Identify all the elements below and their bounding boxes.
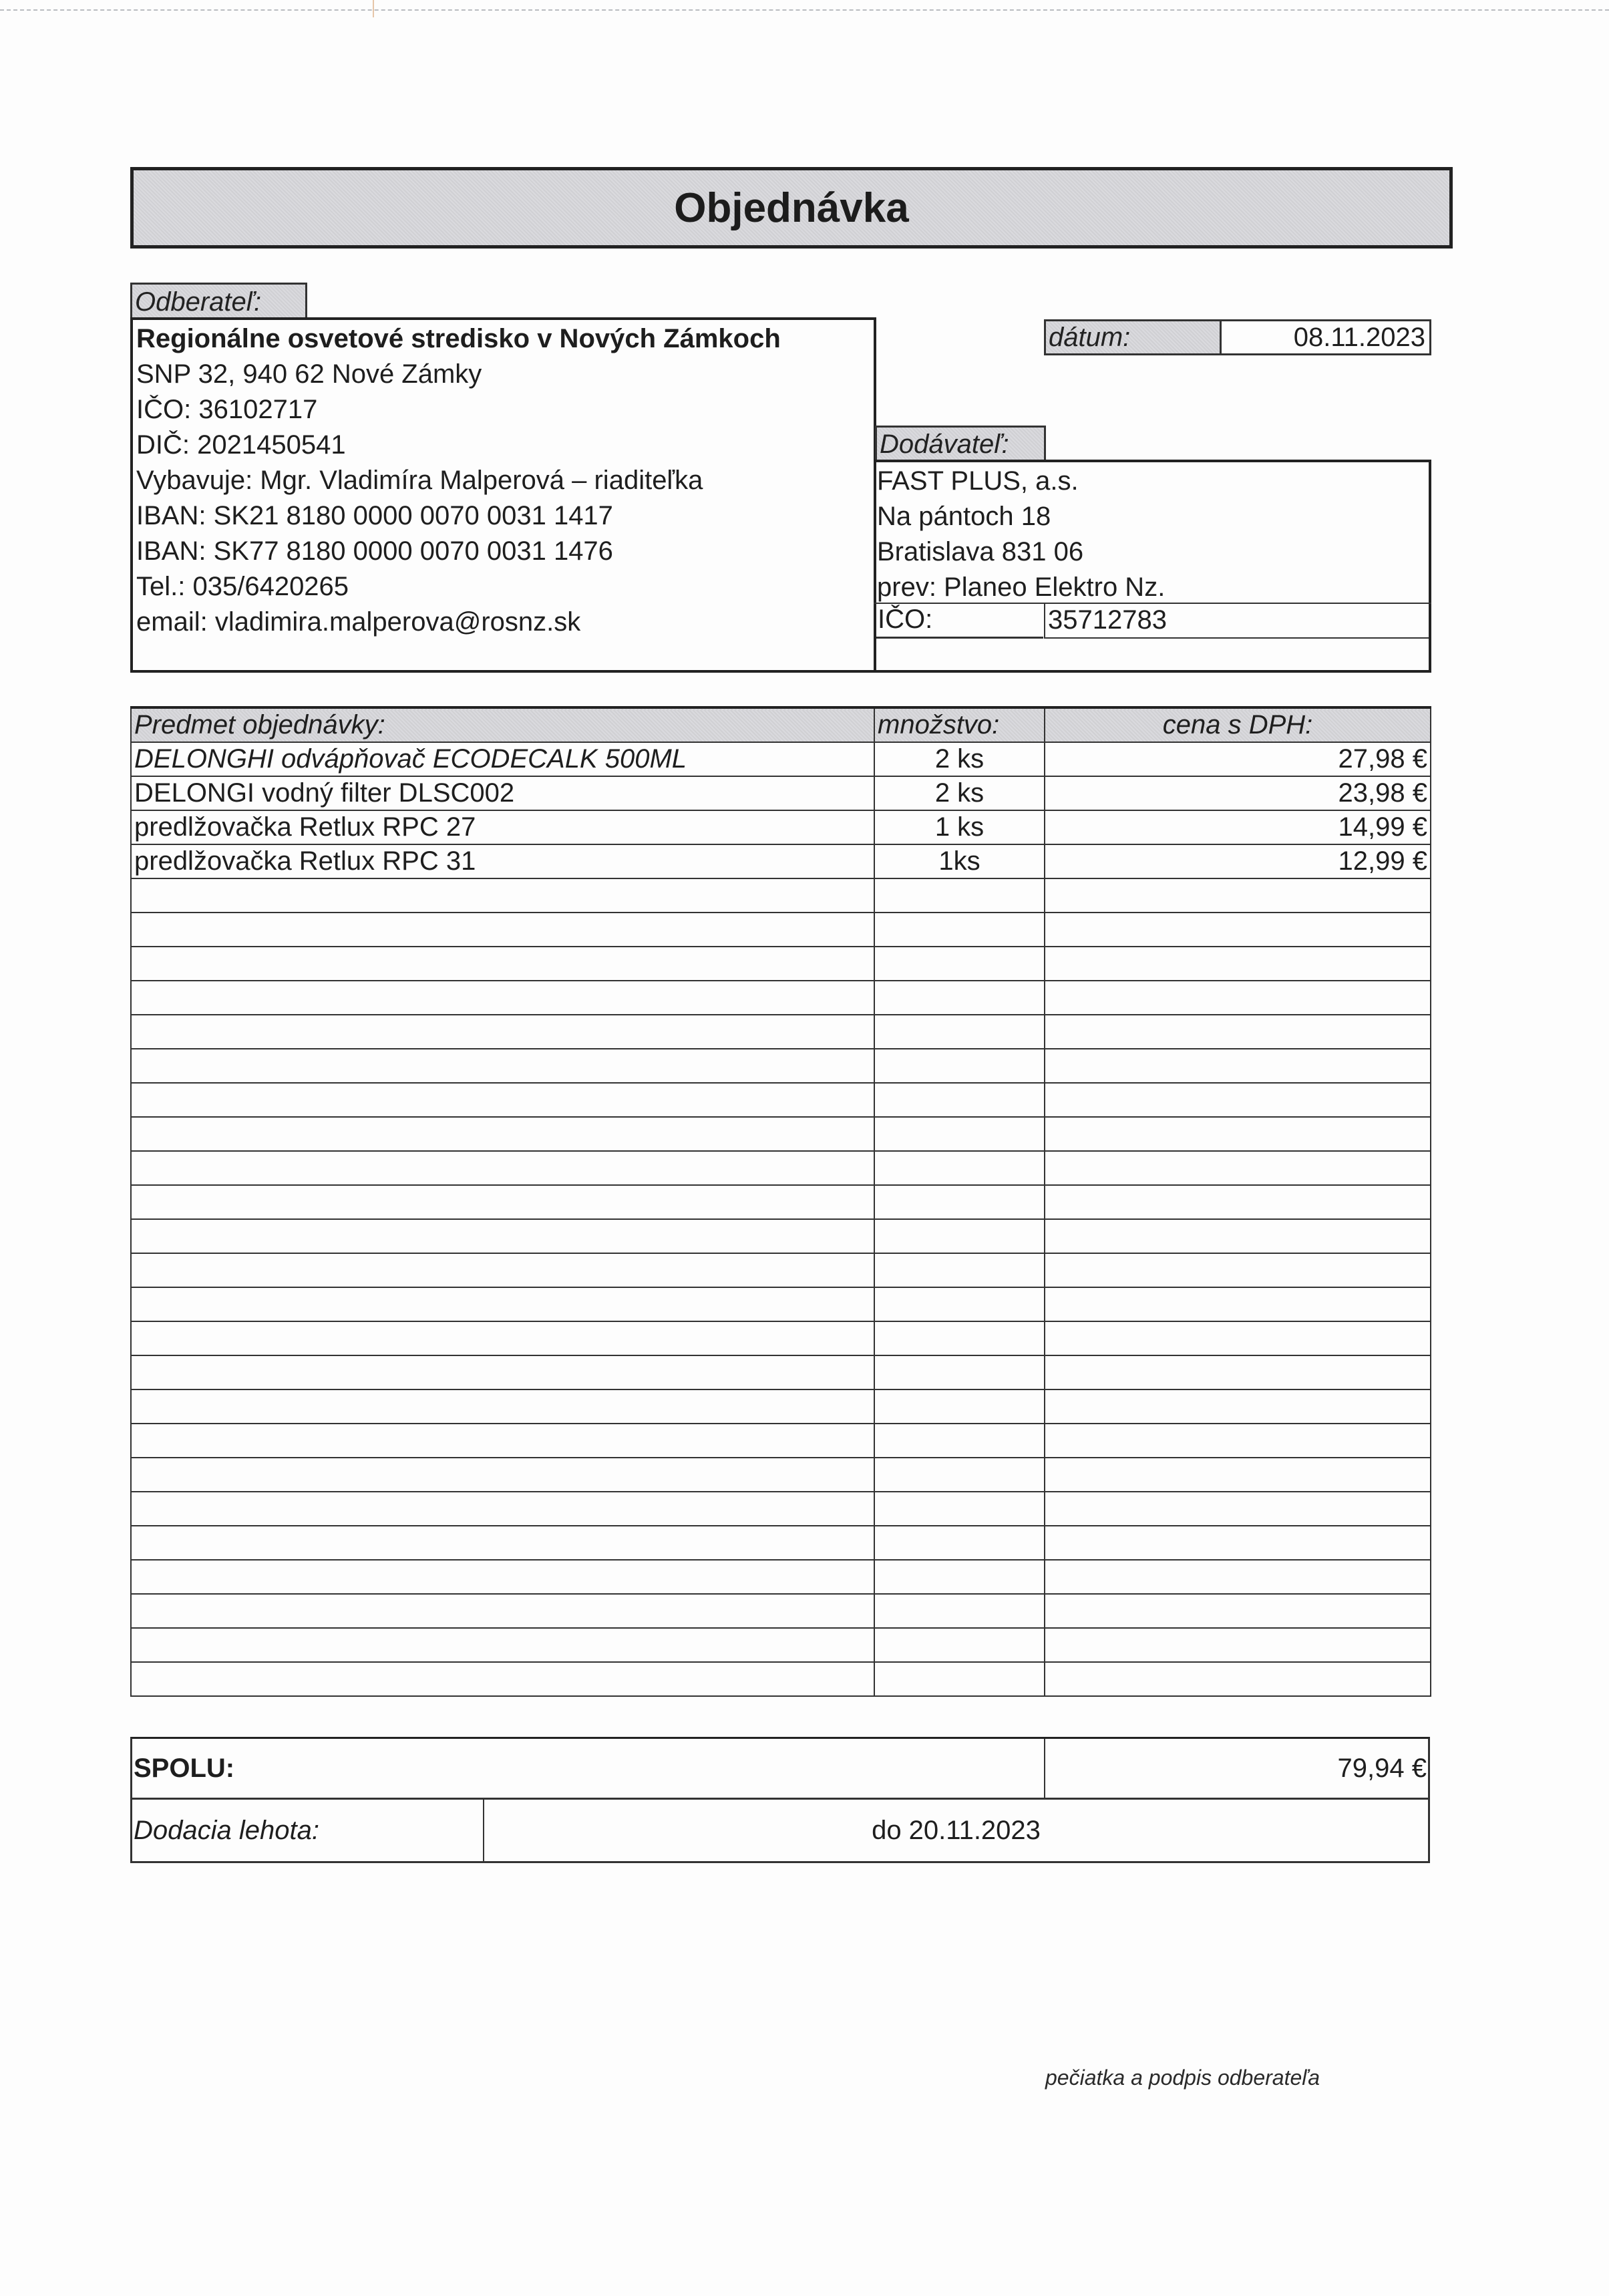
empty-cell (874, 1458, 1045, 1492)
customer-address: SNP 32, 940 62 Nové Zámky (136, 359, 482, 389)
supplier-street: Na pántoch 18 (877, 502, 1051, 531)
empty-cell (1045, 1287, 1431, 1321)
empty-cell (131, 1049, 874, 1083)
item-quantity: 2 ks (874, 776, 1045, 810)
empty-cell (1045, 1151, 1431, 1185)
table-row (131, 776, 1431, 810)
customer-name: Regionálne osvetové stredisko v Nových Zámkoch (136, 324, 781, 353)
total-value: 79,94 € (1337, 1753, 1427, 1783)
empty-cell (1045, 1321, 1431, 1355)
empty-cell (874, 1526, 1045, 1560)
table-row-empty (131, 1083, 1431, 1117)
empty-cell (131, 1185, 874, 1219)
empty-cell (1045, 1117, 1431, 1151)
table-row-empty (131, 1492, 1431, 1526)
empty-cell (131, 1628, 874, 1662)
empty-cell (874, 1083, 1045, 1117)
empty-cell (1045, 1389, 1431, 1424)
supplier-label: Dodávateľ: (875, 426, 1046, 462)
table-row-empty (131, 1389, 1431, 1424)
table-row-empty (131, 1662, 1431, 1696)
scan-mark (373, 0, 374, 17)
empty-cell (131, 1321, 874, 1355)
item-description: DELONGHI odvápňovač ECODECALK 500ML (131, 742, 874, 776)
customer-contact: Vybavuje: Mgr. Vladimíra Malperová – riaditeľka (136, 466, 703, 495)
empty-cell (131, 1458, 874, 1492)
empty-cell (874, 1219, 1045, 1253)
empty-cell (1045, 1458, 1431, 1492)
empty-cell (874, 1287, 1045, 1321)
empty-cell (131, 1117, 874, 1151)
table-row-empty (131, 1151, 1431, 1185)
table-row-empty (131, 913, 1431, 947)
total-label: SPOLU: (134, 1753, 235, 1783)
table-row-empty (131, 1458, 1431, 1492)
empty-cell (874, 1662, 1045, 1696)
item-quantity: 2 ks (874, 742, 1045, 776)
empty-cell (874, 1321, 1045, 1355)
table-row-empty (131, 1219, 1431, 1253)
empty-cell (1045, 1015, 1431, 1049)
empty-cell (131, 1560, 874, 1594)
empty-cell (874, 1253, 1045, 1287)
empty-cell (874, 1424, 1045, 1458)
supplier-previous-name: prev: Planeo Elektro Nz. (877, 572, 1166, 602)
empty-cell (131, 981, 874, 1015)
empty-cell (1045, 1355, 1431, 1389)
empty-cell (1045, 947, 1431, 981)
total-row (130, 1737, 1430, 1800)
customer-iban-1: IBAN: SK21 8180 0000 0070 0031 1417 (136, 501, 613, 530)
item-description: predlžovačka Retlux RPC 31 (131, 844, 874, 878)
empty-cell (874, 1117, 1045, 1151)
table-row-empty (131, 1355, 1431, 1389)
supplier-ico-value: 35712783 (1044, 603, 1429, 639)
empty-cell (1045, 1185, 1431, 1219)
supplier-ico-label: IČO: (876, 603, 1043, 639)
table-row-empty (131, 1321, 1431, 1355)
supplier-name: FAST PLUS, a.s. (877, 466, 1079, 496)
table-row-empty (131, 1015, 1431, 1049)
customer-label: Odberateľ: (130, 283, 307, 319)
item-price: 27,98 € (1045, 742, 1431, 776)
empty-cell (874, 1185, 1045, 1219)
customer-box (130, 317, 876, 673)
table-row (131, 742, 1431, 776)
item-quantity: 1 ks (874, 810, 1045, 844)
empty-cell (1045, 1049, 1431, 1083)
header-price: cena s DPH: (1045, 707, 1431, 742)
document-title-box (130, 167, 1453, 249)
delivery-row (130, 1798, 1430, 1863)
empty-cell (874, 1389, 1045, 1424)
delivery-label: Dodacia lehota: (134, 1815, 319, 1845)
empty-cell (131, 1424, 874, 1458)
empty-cell (131, 1355, 874, 1389)
empty-cell (874, 1049, 1045, 1083)
customer-email: email: vladimira.malperova@rosnz.sk (136, 607, 581, 637)
empty-cell (874, 947, 1045, 981)
empty-cell (131, 1015, 874, 1049)
empty-cell (1045, 1662, 1431, 1696)
empty-cell (1045, 1253, 1431, 1287)
empty-cell (1045, 878, 1431, 913)
empty-cell (1045, 1424, 1431, 1458)
empty-cell (131, 1389, 874, 1424)
empty-cell (131, 1287, 874, 1321)
empty-cell (874, 1151, 1045, 1185)
empty-cell (1045, 1560, 1431, 1594)
empty-cell (1045, 1594, 1431, 1628)
table-row-empty (131, 1117, 1431, 1151)
customer-dic: DIČ: 2021450541 (136, 430, 346, 460)
empty-cell (131, 1083, 874, 1117)
delivery-value: do 20.11.2023 (872, 1815, 1041, 1845)
customer-iban-2: IBAN: SK77 8180 0000 0070 0031 1476 (136, 536, 613, 566)
table-row-empty (131, 1628, 1431, 1662)
customer-phone: Tel.: 035/6420265 (136, 572, 349, 601)
empty-cell (131, 1219, 874, 1253)
table-row-empty (131, 1253, 1431, 1287)
empty-cell (874, 1594, 1045, 1628)
item-price: 12,99 € (1045, 844, 1431, 878)
empty-cell (131, 947, 874, 981)
customer-ico: IČO: 36102717 (136, 395, 318, 424)
empty-cell (874, 981, 1045, 1015)
header-description: Predmet objednávky: (131, 707, 874, 742)
table-row (131, 810, 1431, 844)
table-row-empty (131, 1424, 1431, 1458)
empty-cell (131, 1253, 874, 1287)
item-description: DELONGI vodný filter DLSC002 (131, 776, 874, 810)
empty-cell (874, 1628, 1045, 1662)
header-quantity: množstvo: (874, 707, 1045, 742)
empty-cell (131, 913, 874, 947)
supplier-box (874, 460, 1431, 673)
table-row-empty (131, 1287, 1431, 1321)
document-title: Objednávka (674, 184, 909, 231)
table-row-empty (131, 1526, 1431, 1560)
empty-cell (1045, 913, 1431, 947)
table-row-empty (131, 981, 1431, 1015)
empty-cell (1045, 1526, 1431, 1560)
table-row-empty (131, 878, 1431, 913)
empty-cell (131, 878, 874, 913)
table-row-empty (131, 1049, 1431, 1083)
item-quantity: 1ks (874, 844, 1045, 878)
empty-cell (1045, 981, 1431, 1015)
empty-cell (131, 1526, 874, 1560)
table-row-empty (131, 1185, 1431, 1219)
empty-cell (874, 1560, 1045, 1594)
items-table-header (131, 707, 1431, 742)
empty-cell (131, 1594, 874, 1628)
total-divider (1044, 1739, 1045, 1798)
empty-cell (1045, 1219, 1431, 1253)
table-row-empty (131, 1594, 1431, 1628)
table-row (131, 844, 1431, 878)
item-description: predlžovačka Retlux RPC 27 (131, 810, 874, 844)
empty-cell (874, 913, 1045, 947)
date-value: 08.11.2023 (1220, 319, 1431, 355)
empty-cell (131, 1492, 874, 1526)
empty-cell (874, 1355, 1045, 1389)
date-label: dátum: (1044, 319, 1222, 355)
empty-cell (874, 878, 1045, 913)
item-price: 23,98 € (1045, 776, 1431, 810)
items-table (130, 706, 1431, 1697)
empty-cell (874, 1492, 1045, 1526)
signature-caption: pečiatka a podpis odberateľa (1045, 2066, 1320, 2090)
empty-cell (131, 1151, 874, 1185)
scan-edge-line (0, 9, 1609, 11)
supplier-city: Bratislava 831 06 (877, 537, 1084, 566)
empty-cell (1045, 1492, 1431, 1526)
empty-cell (1045, 1083, 1431, 1117)
empty-cell (1045, 1628, 1431, 1662)
empty-cell (874, 1015, 1045, 1049)
empty-cell (131, 1662, 874, 1696)
table-row-empty (131, 1560, 1431, 1594)
item-price: 14,99 € (1045, 810, 1431, 844)
table-row-empty (131, 947, 1431, 981)
